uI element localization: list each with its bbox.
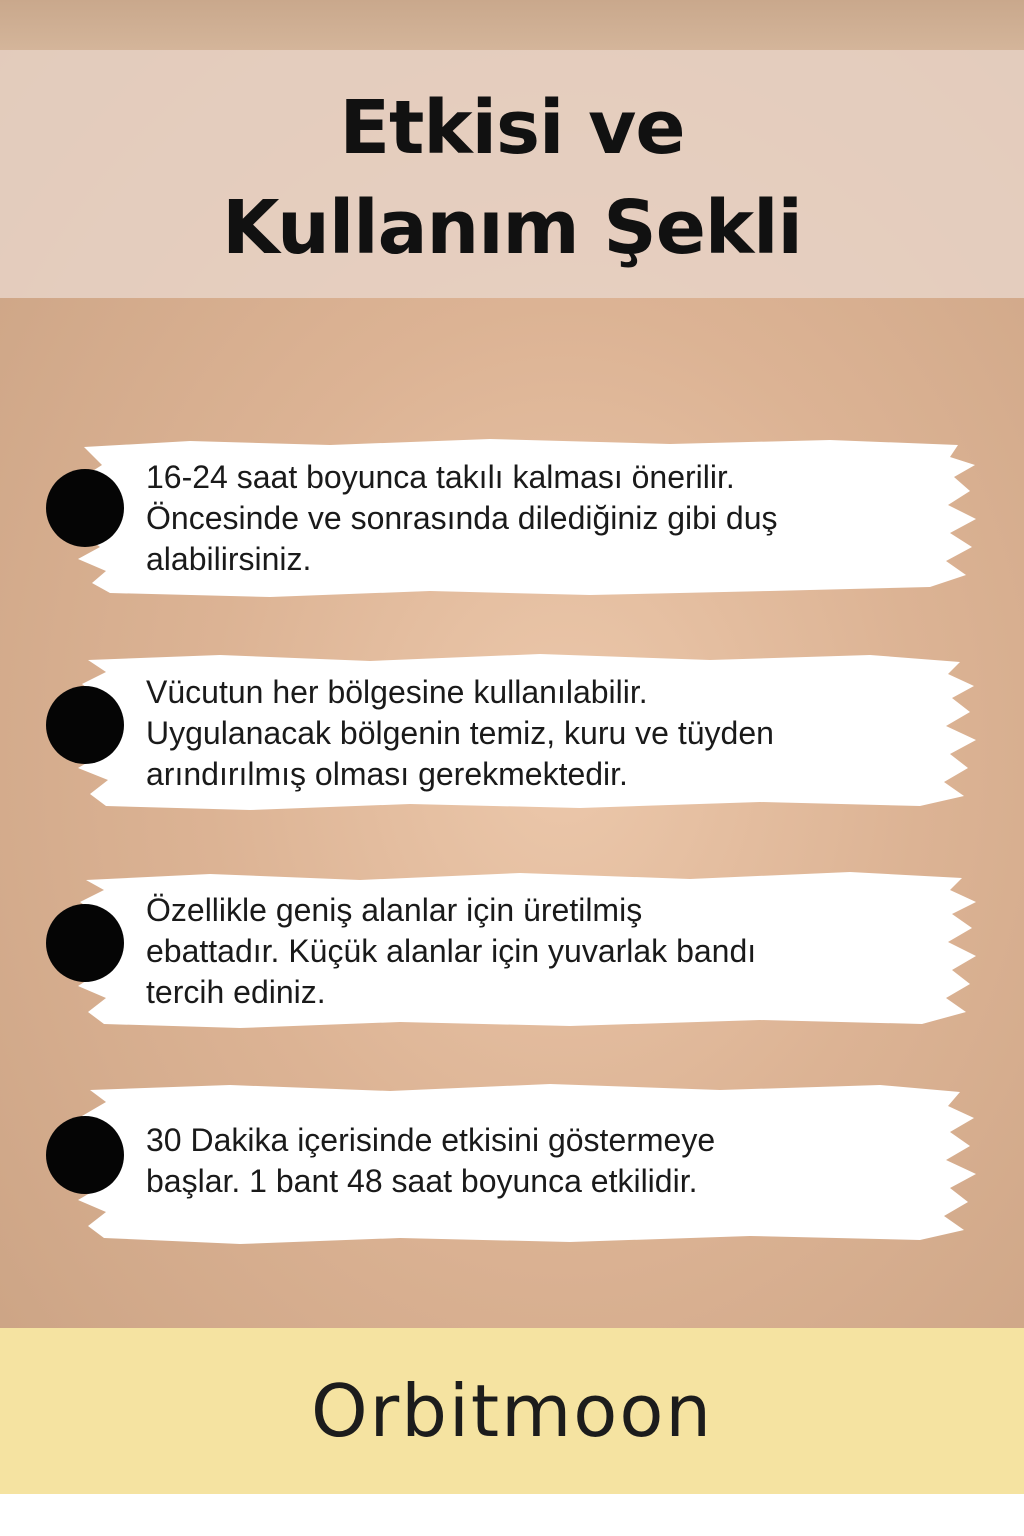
bullet-dot (46, 904, 124, 982)
page-title (0, 78, 1024, 278)
title-band (0, 50, 1024, 298)
text-line: Öncesinde ve sonrasında dilediğiniz gibi duş (146, 500, 778, 536)
title-line-2: Kullanım Şekli (222, 185, 802, 271)
text-line: alabilirsiniz. (146, 541, 312, 577)
info-item-3 (0, 868, 1024, 1038)
item-text (146, 457, 946, 580)
text-line: Vücutun her bölgesine kullanılabilir. (146, 674, 648, 710)
info-item-4 (0, 1080, 1024, 1250)
title-line-1: Etkisi ve (339, 85, 685, 171)
bottom-border-strip (0, 1494, 1024, 1536)
bullet-dot (46, 686, 124, 764)
text-line: 16-24 saat boyunca takılı kalması önerilir. (146, 459, 735, 495)
text-line: tercih ediniz. (146, 974, 326, 1010)
poster-panel (0, 50, 1024, 1328)
text-line: ebattadır. Küçük alanlar için yuvarlak bandı (146, 933, 757, 969)
brand-name: Orbitmoon (310, 1369, 714, 1453)
info-item-1 (0, 435, 1024, 605)
text-line: Özellikle geniş alanlar için üretilmiş (146, 892, 643, 928)
info-item-2 (0, 650, 1024, 820)
text-line: başlar. 1 bant 48 saat boyunca etkilidir. (146, 1163, 698, 1199)
item-text (146, 890, 946, 1013)
brand-footer (0, 1328, 1024, 1494)
bullet-dot (46, 1116, 124, 1194)
item-text (146, 1120, 946, 1202)
bullet-dot (46, 469, 124, 547)
text-line: 30 Dakika içerisinde etkisini göstermeye (146, 1122, 716, 1158)
item-text (146, 672, 946, 795)
text-line: arındırılmış olması gerekmektedir. (146, 756, 628, 792)
text-line: Uygulanacak bölgenin temiz, kuru ve tüyden (146, 715, 774, 751)
top-border-strip (0, 0, 1024, 50)
